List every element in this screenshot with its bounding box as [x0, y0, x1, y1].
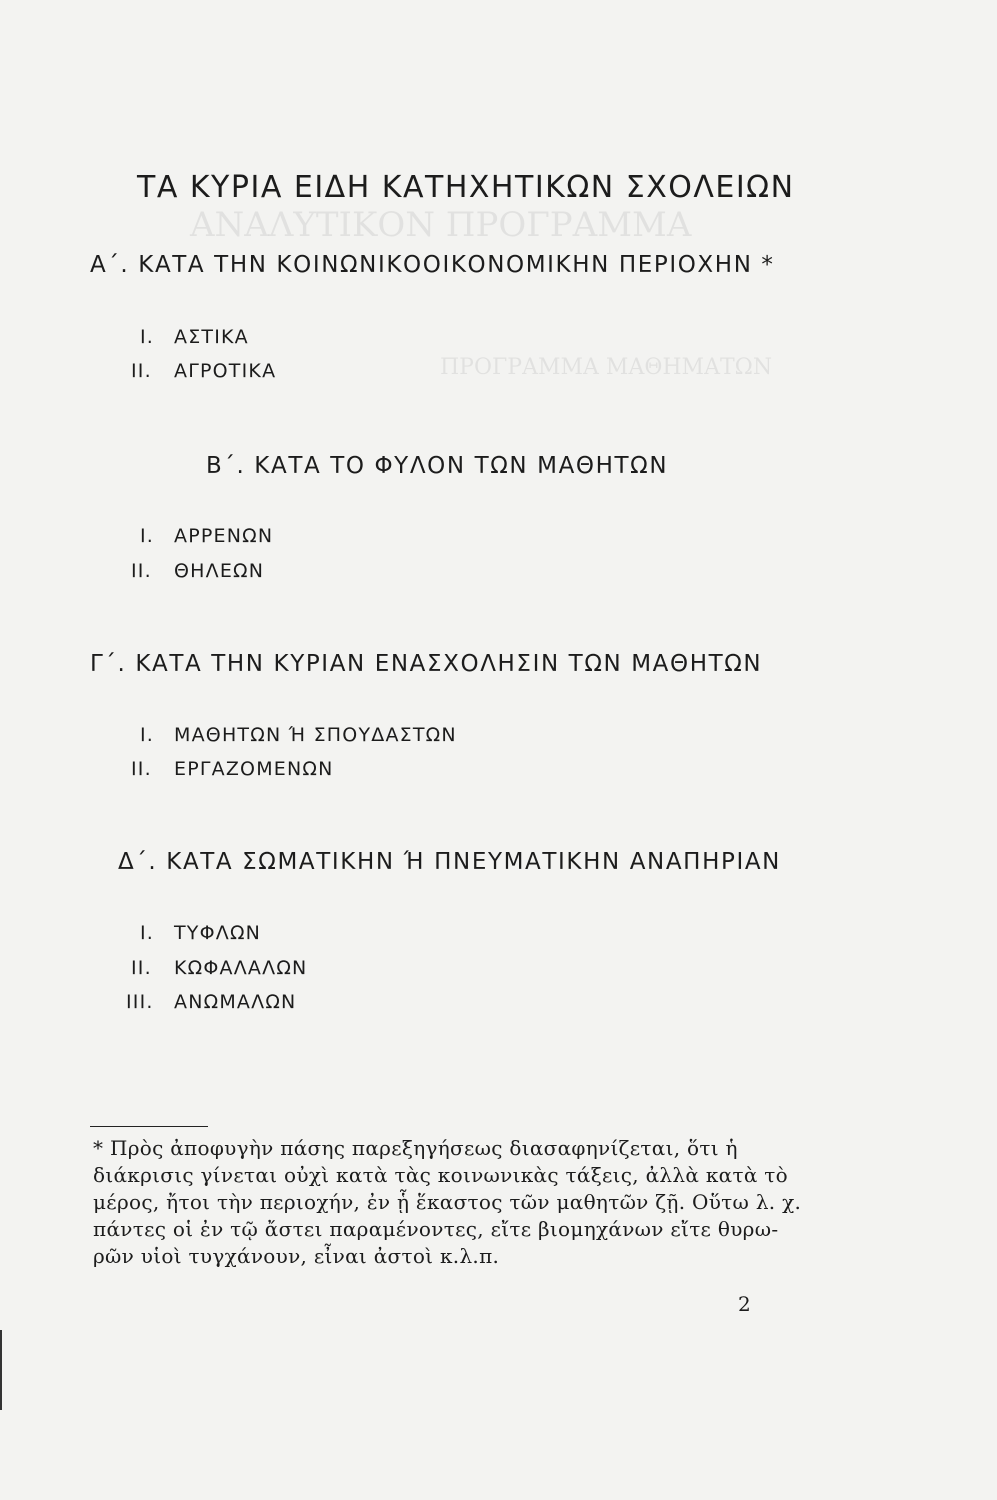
footnote-line: διάκρισις γίνεται οὐχὶ κατὰ τὰς κοινωνικὰς τάξεις, ἀλλὰ κατὰ τὸ [93, 1163, 788, 1187]
show-through: ΠΡΟΓΡΑΜΜΑ ΜΑΘΗΜΑΤΩΝ [440, 355, 773, 380]
list-item [140, 326, 249, 348]
list-item [131, 758, 334, 780]
list-item [131, 957, 307, 979]
show-through: ΑΝΑΛΥΤΙΚΟΝ ΠΡΟΓΡΑΜΜΑ [190, 205, 692, 245]
list-item [140, 724, 457, 746]
footnote-line: ρῶν υἱοὶ τυγχάνουν, εἶναι ἀστοὶ κ.λ.π. [93, 1244, 500, 1268]
item-number: ΙΙ. [131, 560, 152, 582]
item-label: ΕΡΓΑΖΟΜΕΝΩΝ [174, 758, 334, 780]
binding-edge [0, 1330, 2, 1410]
item-number: Ι. [140, 525, 155, 547]
section-heading-a: Α΄. ΚΑΤΑ ΤΗΝ ΚΟΙΝΩΝΙΚΟΟΙΚΟΝΟΜΙΚΗΝ ΠΕΡΙΟΧΗΝ * [90, 252, 775, 278]
item-number: ΙΙ. [131, 957, 152, 979]
footnote-divider [90, 1126, 208, 1127]
list-item [140, 922, 261, 944]
footnote-line: πάντες οἱ ἐν τῷ ἄστει παραμένοντες, εἴτε βιομηχάνων εἴτε θυρω- [93, 1217, 779, 1241]
list-item [131, 360, 276, 382]
list-item [131, 560, 264, 582]
section-heading-d: Δ΄. ΚΑΤΑ ΣΩΜΑΤΙΚΗΝ Ή ΠΝΕΥΜΑΤΙΚΗΝ ΑΝΑΠΗΡΙΑΝ [118, 849, 781, 875]
page-number: 2 [738, 1292, 751, 1316]
list-item [140, 525, 273, 547]
item-label: ΑΣΤΙΚΑ [174, 326, 249, 348]
item-number: ΙΙ. [131, 758, 152, 780]
item-label: ΑΡΡΕΝΩΝ [174, 525, 274, 547]
footnote-line: μέρος, ἤτοι τὴν περιοχήν, ἐν ᾗ ἕκαστος τῶν μαθητῶν ζῇ. Οὕτω λ. χ. [93, 1190, 802, 1214]
item-label: ΤΥΦΛΩΝ [174, 922, 262, 944]
section-heading-c: Γ΄. ΚΑΤΑ ΤΗΝ ΚΥΡΙΑΝ ΕΝΑΣΧΟΛΗΣΙΝ ΤΩΝ ΜΑΘΗΤΩΝ [90, 651, 763, 677]
section-heading-b: Β΄. ΚΑΤΑ ΤΟ ΦΥΛΟΝ ΤΩΝ ΜΑΘΗΤΩΝ [206, 453, 669, 479]
item-label: ΑΝΩΜΑΛΩΝ [174, 991, 297, 1013]
item-number: Ι. [140, 326, 155, 348]
item-number: Ι. [140, 724, 155, 746]
item-number: ΙΙ. [131, 360, 152, 382]
item-label: ΘΗΛΕΩΝ [174, 560, 265, 582]
list-item [126, 991, 296, 1013]
item-label: ΜΑΘΗΤΩΝ Ή ΣΠΟΥΔΑΣΤΩΝ [174, 724, 457, 746]
page-title: ΤΑ ΚΥΡΙΑ ΕΙΔΗ ΚΑΤΗΧΗΤΙΚΩΝ ΣΧΟΛΕΙΩΝ [137, 170, 795, 205]
item-number: ΙΙΙ. [126, 991, 154, 1013]
footnote-line: * Πρὸς ἀποφυγὴν πάσης παρεξηγήσεως διασαφηνίζεται, ὅτι ἡ [93, 1136, 738, 1160]
item-label: ΚΩΦΑΛΑΛΩΝ [174, 957, 308, 979]
item-label: ΑΓΡΟΤΙΚΑ [174, 360, 277, 382]
item-number: Ι. [140, 922, 155, 944]
